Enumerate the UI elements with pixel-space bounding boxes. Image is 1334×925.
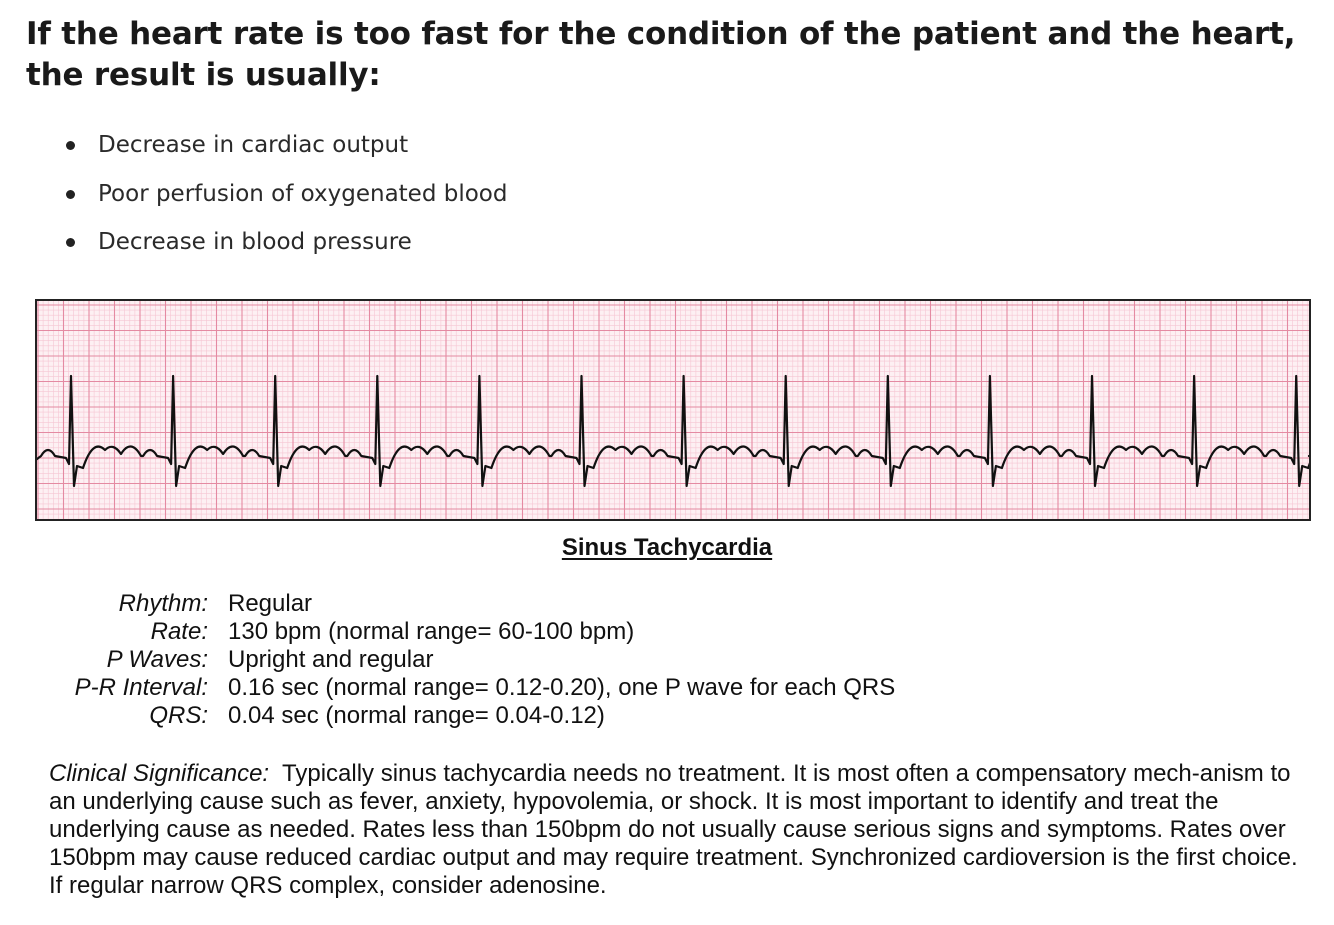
list-item-text: Decrease in cardiac output (98, 132, 409, 158)
fact-value: 0.16 sec (normal range= 0.12-0.20), one P wave for each QRS (228, 674, 896, 701)
ecg-strip (35, 299, 1311, 521)
list-item-text: Poor perfusion of oxygenated blood (98, 180, 508, 207)
clinical-significance-text: Typically sinus tachycardia needs no treatment. It is most often a compensatory mech-anism to an underlying cause such as fever, anxiety, hypovolemia, or shock. It is most important to identify and treat the underlying cause as needed. Rates less than 150bpm do not usually cause serious signs and symptoms. Rates over 150bpm may cause reduced cardiac output and may require treatment. Synchronized cardioversion is the first choice. If regular narrow QRS complex, consider adenosine. (49, 760, 1298, 899)
fact-row-qrs (0, 702, 1334, 730)
effects-list (98, 126, 507, 272)
list-item (98, 126, 507, 175)
bullet-icon (66, 190, 75, 199)
fact-row-rhythm (0, 590, 1334, 618)
fact-label: QRS: (149, 702, 208, 729)
fact-label: P Waves: (106, 646, 208, 673)
bullet-icon (66, 238, 75, 247)
clinical-significance-label: Clinical Significance: (49, 760, 270, 787)
clinical-significance (49, 760, 1299, 900)
list-item-text: Decrease in blood pressure (98, 229, 412, 255)
fact-label: P-R Interval: (74, 674, 208, 701)
rhythm-title: Sinus Tachycardia (561, 534, 773, 561)
fact-label: Rhythm: (118, 590, 208, 617)
list-item (98, 175, 507, 224)
list-item (98, 223, 507, 272)
rhythm-facts (0, 590, 1334, 730)
fact-label: Rate: (150, 618, 208, 645)
fact-row-rate (0, 618, 1334, 646)
page-heading: If the heart rate is too fast for the condition of the patient and the heart, the result is usually: (26, 16, 1296, 93)
fact-value: Upright and regular (228, 646, 434, 673)
fact-value: Regular (228, 590, 313, 617)
ecg-strip-graphic (35, 299, 1311, 521)
fact-row-pr-interval (0, 674, 1334, 702)
fact-row-p-waves (0, 646, 1334, 674)
bullet-icon (66, 141, 75, 150)
fact-value: 130 bpm (normal range= 60-100 bpm) (228, 618, 635, 645)
fact-value: 0.04 sec (normal range= 0.04-0.12) (228, 702, 605, 729)
